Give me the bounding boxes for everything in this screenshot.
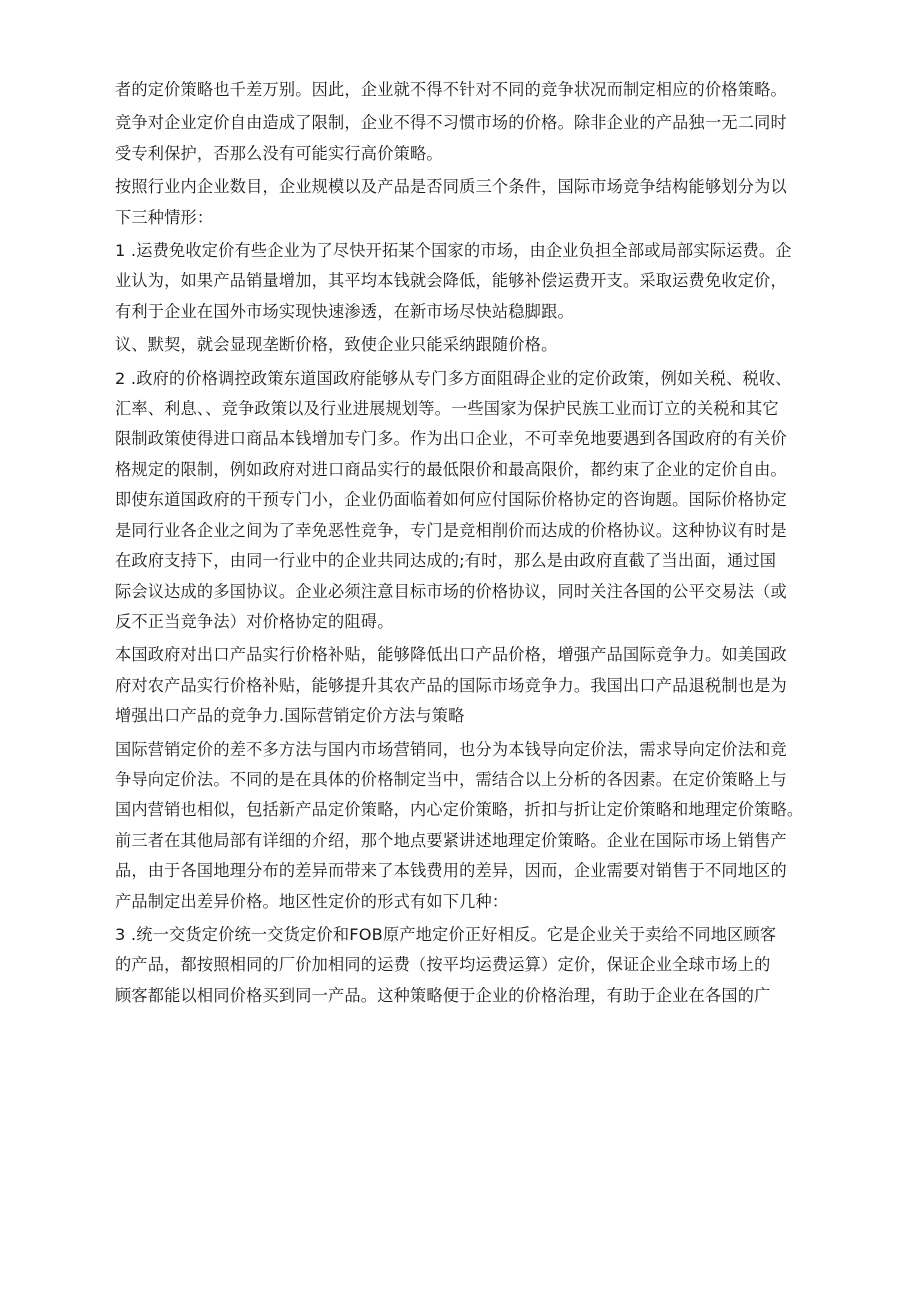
text-line: 顾客都能以相同价格买到同一产品。这种策略便于企业的价格治理，有助于企业在各国的广	[115, 985, 771, 1005]
text-line: 议、默契，就会显现垄断价格，致使企业只能采纳跟随价格。	[115, 335, 558, 355]
text-line: 受专利保护，否那么没有可能实行高价策略。	[115, 143, 443, 163]
text-line: 限制政策使得进口商品本钱增加专门多。作为出口企业，不可幸免地要遇到各国政府的有关价	[115, 429, 787, 449]
text-line: 增强出口产品的竞争力.国际营销定价方法与策略	[115, 706, 465, 726]
paragraph	[115, 236, 815, 327]
text-line: 府对农产品实行价格补贴，能够提升其农产品的国际市场竞争力。我国出口产品退税制也是为	[115, 675, 787, 695]
paragraph	[115, 330, 815, 360]
text-line: 国际营销定价的差不多方法与国内市场营销同，也分为本钱导向定价法，需求导向定价法和竞	[115, 739, 787, 759]
paragraph	[115, 920, 815, 1011]
paragraph	[115, 364, 815, 638]
paragraph	[115, 640, 815, 731]
text-line: 在政府支持下，由同一行业中的企业共同达成的;有时，那么是由政府直截了当出面，通过国	[115, 551, 777, 571]
text-line: 产品制定出差异价格。地区性定价的形式有如下几种：	[115, 891, 509, 911]
text-line: 有利于企业在国外市场实现快速渗透，在新市场尽快站稳脚跟。	[115, 301, 574, 321]
text-line: 是同行业各企业之间为了幸免恶性竞争，专门是竞相削价而达成的价格协议。这种协议有时是	[115, 520, 787, 540]
paragraph	[115, 75, 815, 105]
paragraph	[115, 108, 815, 169]
text-line: 按照行业内企业数目，企业规模以及产品是否同质三个条件，国际市场竞争结构能够划分为以	[115, 177, 787, 197]
text-line: 争导向定价法。不同的是在具体的价格制定当中，需结合以上分析的各因素。在定价策略上与	[115, 769, 787, 789]
text-line: 前三者在其他局部有详细的介绍，那个地点要紧讲述地理定价策略。企业在国际市场上销售产	[115, 830, 787, 850]
text-line: 国内营销也相似，包括新产品定价策略，内心定价策略，折扣与折让定价策略和地理定价策略。	[115, 800, 804, 820]
text-line: 竞争对企业定价自由造成了限制，企业不得不习惯市场的价格。除非企业的产品独一无二同时	[115, 113, 787, 133]
text-line: 品，由于各国地理分布的差异而带来了本钱费用的差异，因而，企业需要对销售于不同地区的	[115, 861, 787, 881]
text-line: 格规定的限制，例如政府对进口商品实行的最低限价和最高限价，都约束了企业的定价自由。	[115, 459, 787, 479]
text-line: 即使东道国政府的干预专门小，企业仍面临着如何应付国际价格协定的咨询题。国际价格协定	[115, 490, 787, 510]
text-line: 下三种情形：	[115, 207, 214, 227]
text-line: 汇率、利息、、竞争政策以及行业进展规划等。一些国家为保护民族工业而订立的关税和其它	[115, 399, 779, 419]
text-line: 业认为，如果产品销量增加，其平均本钱就会降低，能够补偿运费开支。采取运费免收定价，	[115, 271, 787, 291]
text-line: 反不正当竞争法）对价格协定的阻碍。	[115, 611, 394, 631]
paragraph	[115, 735, 815, 917]
text-line: 际会议达成的多国协议。企业必须注意目标市场的价格协议，同时关注各国的公平交易法（或	[115, 581, 787, 601]
document-body	[115, 75, 815, 1014]
text-line: 的产品，都按照相同的厂价加相同的运费（按平均运费运算）定价，保证企业全球市场上的	[115, 955, 771, 975]
text-line: 者的定价策略也千差万别。因此，企业就不得不针对不同的竞争状况而制定相应的价格策略。	[115, 80, 787, 99]
text-line: 3 .统一交货定价统一交货定价和FOB原产地定价正好相反。它是企业关于卖给不同地区顾客	[115, 924, 777, 944]
paragraph	[115, 172, 815, 233]
text-line: 2 .政府的价格调控政策东道国政府能够从专门多方面阻碍企业的定价政策，例如关税、税收、	[115, 368, 792, 388]
text-line: 本国政府对出口产品实行价格补贴，能够降低出口产品价格，增强产品国际竞争力。如美国政	[115, 645, 787, 665]
text-line: 1 .运费免收定价有些企业为了尽快开拓某个国家的市场，由企业负担全部或局部实际运费。企	[115, 241, 792, 261]
